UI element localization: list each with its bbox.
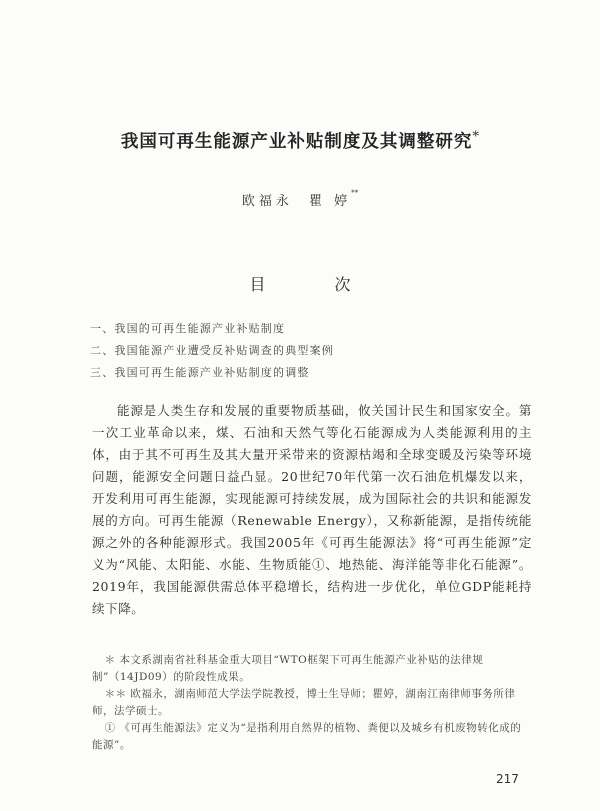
body-text xyxy=(92,400,532,620)
author-second: 瞿 婷 xyxy=(308,194,352,209)
title-footnote-mark: * xyxy=(472,129,480,145)
body-paragraph: 能源是人类生存和发展的重要物质基础，攸关国计民生和国家安全。第一次工业革命以来，煤、石油和天然气等化石能源成为人类能源利用的主体，由于其不可再生及其大量开采带来的资源枯竭和全球变暖及污染等环境问题，能源安全问题日益凸显。20世纪70年代第一次石油危机爆发以来，开发利用可再生能源，实现能源可持续发展，成为国际社会的共识和能源发展的方向。可再生能源（Renewable Energy），又称新能源，是指传统能源之外的各种能源形式。我国2005年《可再生能源法》将“可再生能源”定义为“风能、太阳能、水能、生物质能①、地热能、海洋能等非化石能源”。2019年，我国能源供需总体平稳增长，结构进一步优化，单位GDP能耗持续下降。 xyxy=(92,403,532,616)
title-block xyxy=(0,128,600,153)
page-number: 217 xyxy=(496,772,519,786)
footnote-funding: ＊ 本文系湖南省社科基金重大项目“WTO框架下可再生能源产业补贴的法律规制”（14JD09）的阶段性成果。 xyxy=(92,654,484,683)
footnotes xyxy=(92,652,532,754)
toc-item: 三、我国可再生能源产业补贴制度的调整 xyxy=(90,366,310,379)
table-of-contents xyxy=(90,318,550,384)
author-first: 欧福永 xyxy=(241,194,293,209)
footnote-authors: ＊＊ 欧福永，湖南师范大学法学院教授，博士生导师；瞿婷，湖南江南律师事务所律师，法学硕士。 xyxy=(92,688,516,717)
paper-title: 我国可再生能源产业补贴制度及其调整研究 xyxy=(120,132,473,152)
author-footnote-mark: ** xyxy=(351,188,359,197)
toc-heading: 目 次 xyxy=(249,275,383,294)
footnote-definition: ① 《可再生能源法》定义为“是指利用自然界的植物、粪便以及城乡有机废物转化成的能源”。 xyxy=(92,722,522,751)
toc-item: 二、我国能源产业遭受反补贴调查的典型案例 xyxy=(90,344,334,357)
toc-item: 一、我国的可再生能源产业补贴制度 xyxy=(90,322,286,335)
author-line xyxy=(0,190,600,209)
